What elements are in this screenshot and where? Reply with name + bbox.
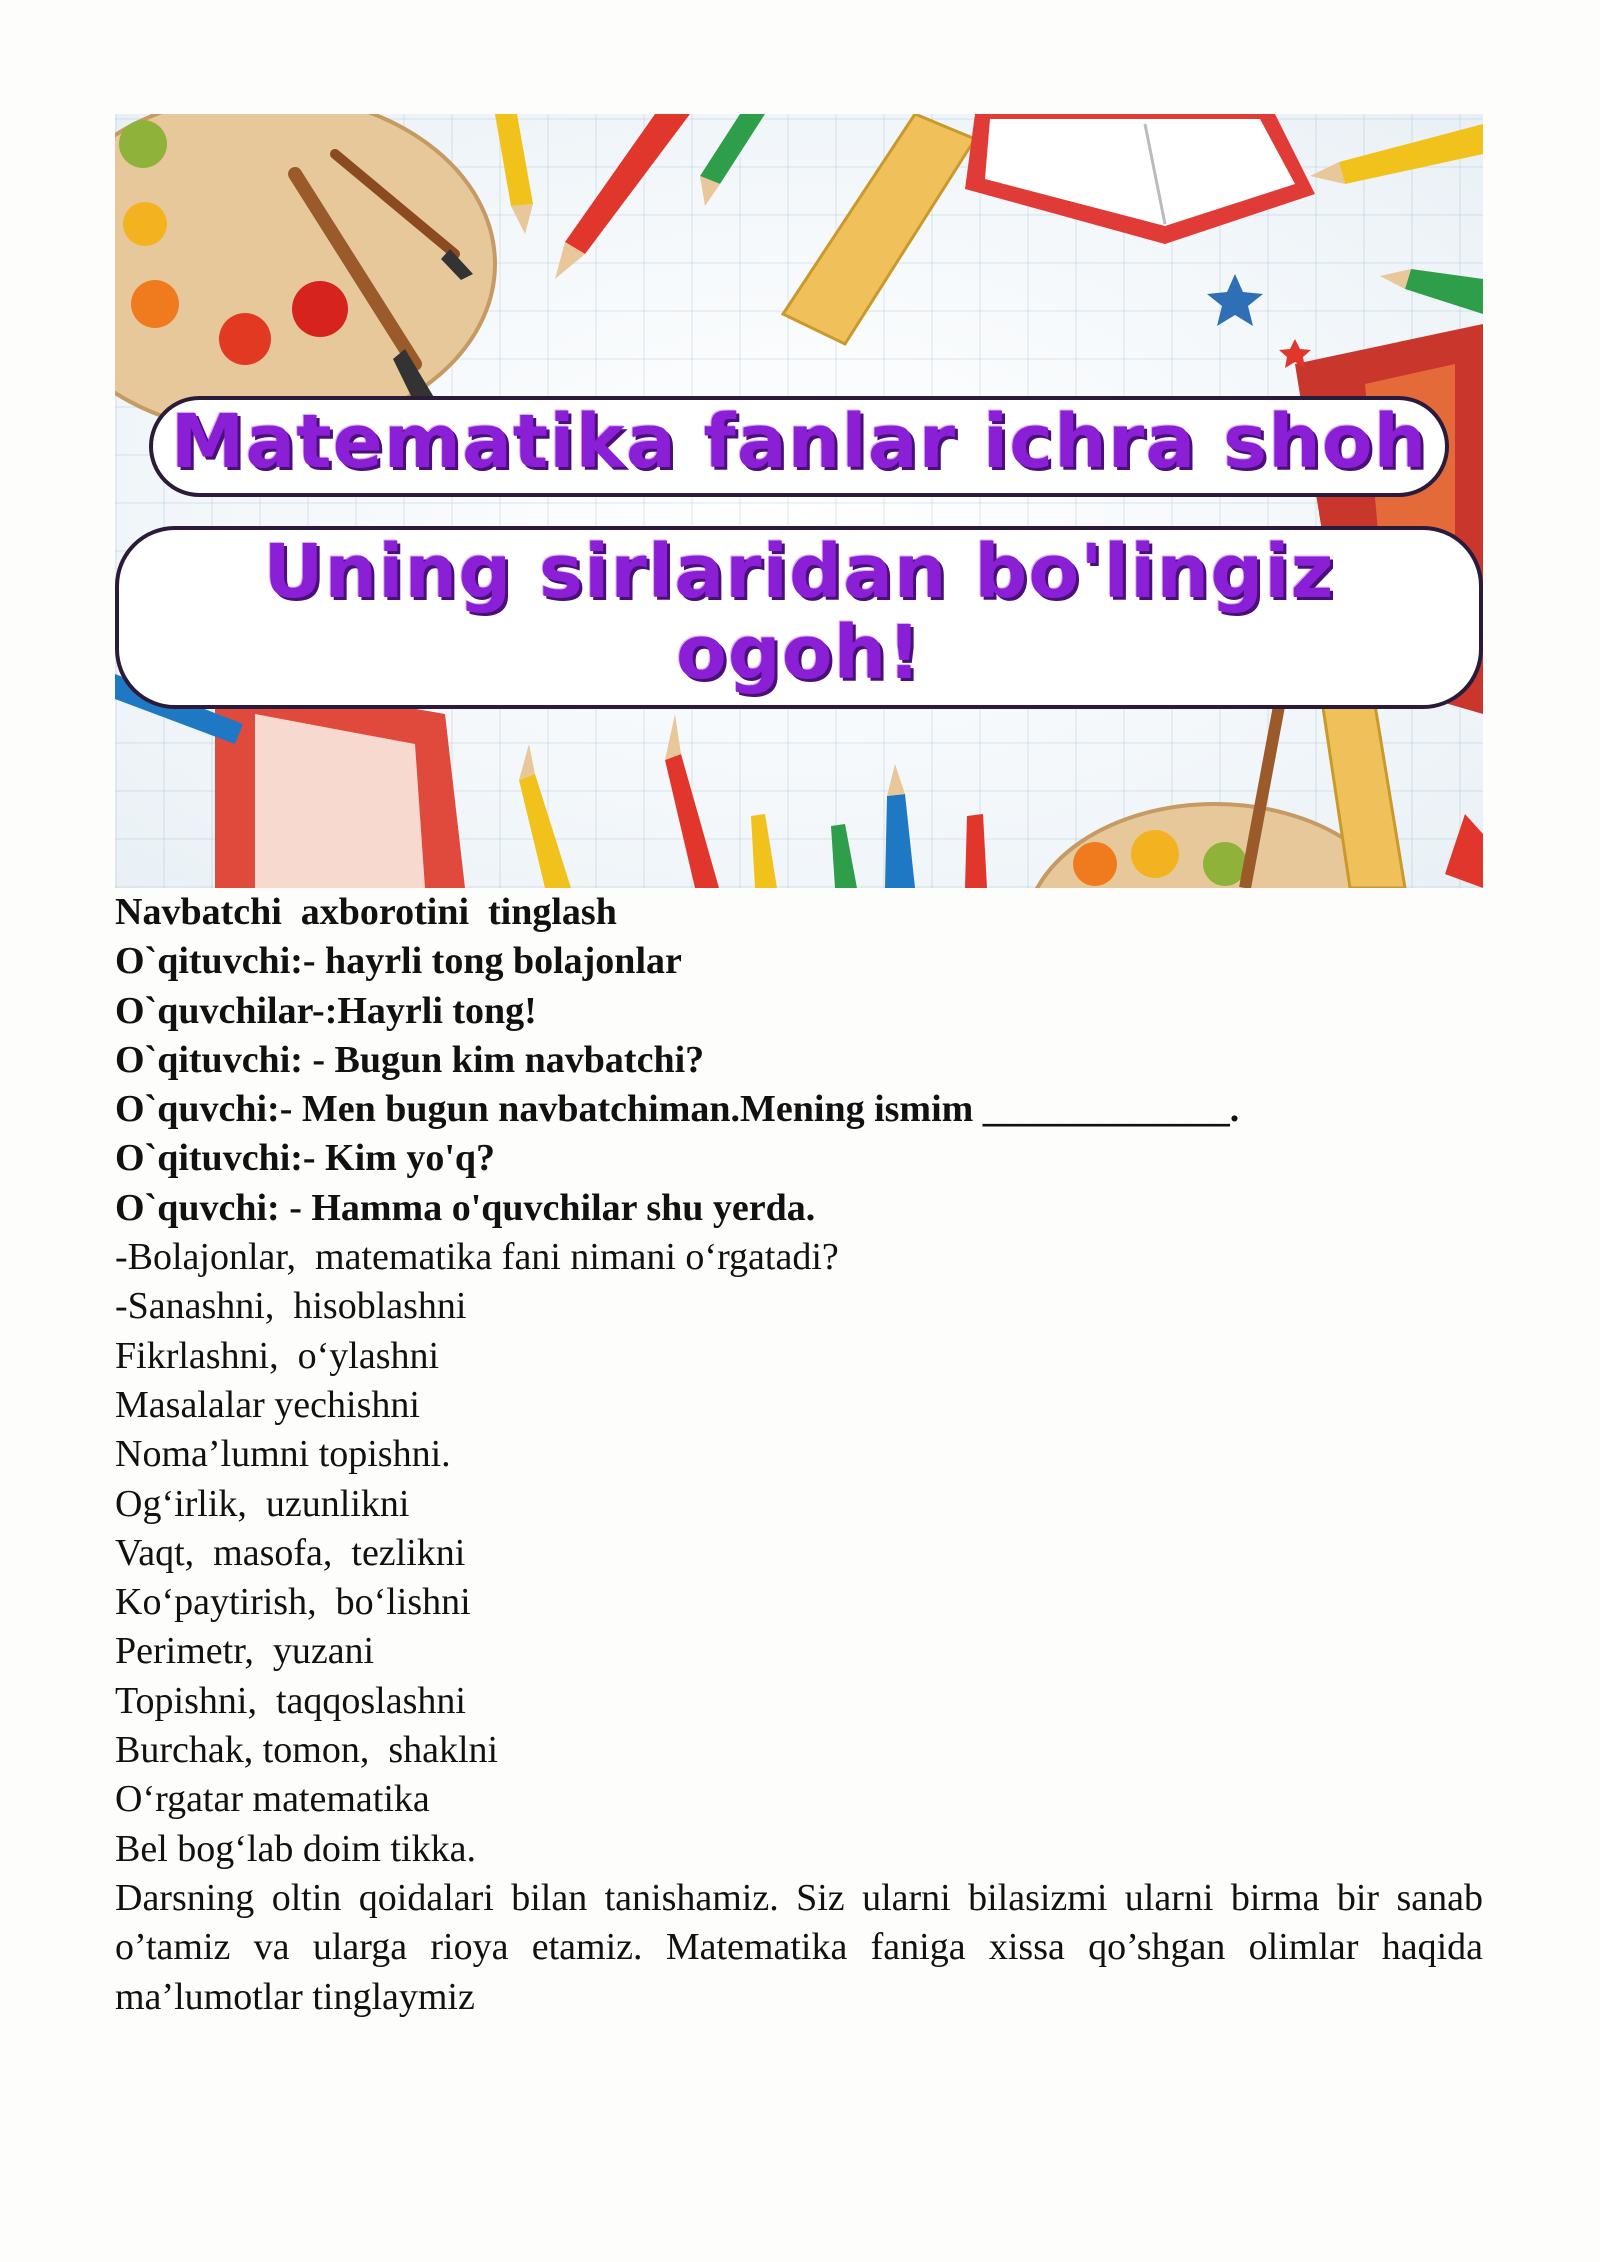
book-icon [965, 114, 1315, 244]
poem-line: Vaqt, masofa, tezlikni [115, 1531, 466, 1574]
header-banner [115, 114, 1483, 888]
palette-icon [115, 114, 495, 434]
dialogue-line: Navbatchi axborotini tinglash [115, 891, 617, 933]
school-supplies-illustration [115, 114, 1483, 888]
dialogue-line: O`qituvchi: - Bugun kim navbatchi? [115, 1038, 705, 1081]
poem-line: -Bolajonlar, matematika fani nimani o‘rgatadi? [115, 1236, 839, 1279]
dialogue-line: O`quvchilar-:Hayrli tong! [115, 989, 537, 1032]
poem-line: Bel bog‘lab doim tikka. [115, 1827, 476, 1870]
closing-paragraph: Darsning oltin qoidalari bilan tanishamiz. Siz ularni bilasizmi ularni birma bir sanab o’tamiz va ularga rioya etamiz. Matematika faniga xissa qo’shgan olimlar haqida ma’lumotlar tinglaymiz [115, 1876, 1493, 2018]
poem-line: Og‘irlik, uzunlikni [115, 1482, 410, 1525]
poem-line: Ko‘paytirish, bo‘lishni [115, 1581, 471, 1624]
poem-line: Topishni, taqqoslashni [115, 1679, 466, 1722]
poem-line: Fikrlashni, o‘ylashni [115, 1334, 440, 1377]
poem-line: Noma’lumni topishni. [115, 1433, 451, 1476]
poem-line: Masalalar yechishni [115, 1383, 420, 1426]
dialogue-line: O`qituvchi:- hayrli tong bolajonlar [115, 940, 682, 983]
dialogue-line: O`quvchi:- Men bugun navbatchiman.Mening ismim _____________. [115, 1088, 1240, 1131]
poem-line: Burchak, tomon, shaklni [115, 1729, 499, 1772]
poem-line: O‘rgatar matematika [115, 1778, 430, 1821]
poem-line: -Sanashni, hisoblashni [115, 1285, 467, 1328]
dialogue-line: O`qituvchi:- Kim yo'q? [115, 1137, 496, 1180]
ruler-icon [783, 114, 975, 344]
poem-line: Perimetr, yuzani [115, 1630, 375, 1673]
banner-title-line-1-wrap [115, 396, 1483, 497]
banner-title-line-2: Uning sirlaridan bo'lingiz ogoh! [115, 526, 1483, 709]
document-body [115, 888, 1493, 2022]
banner-title-line-2-wrap [115, 526, 1483, 709]
dialogue-line: O`quvchi: - Hamma o'quvchilar shu yerda. [115, 1186, 816, 1229]
banner-title-line-1: Matematika fanlar ichra shoh [149, 396, 1450, 497]
